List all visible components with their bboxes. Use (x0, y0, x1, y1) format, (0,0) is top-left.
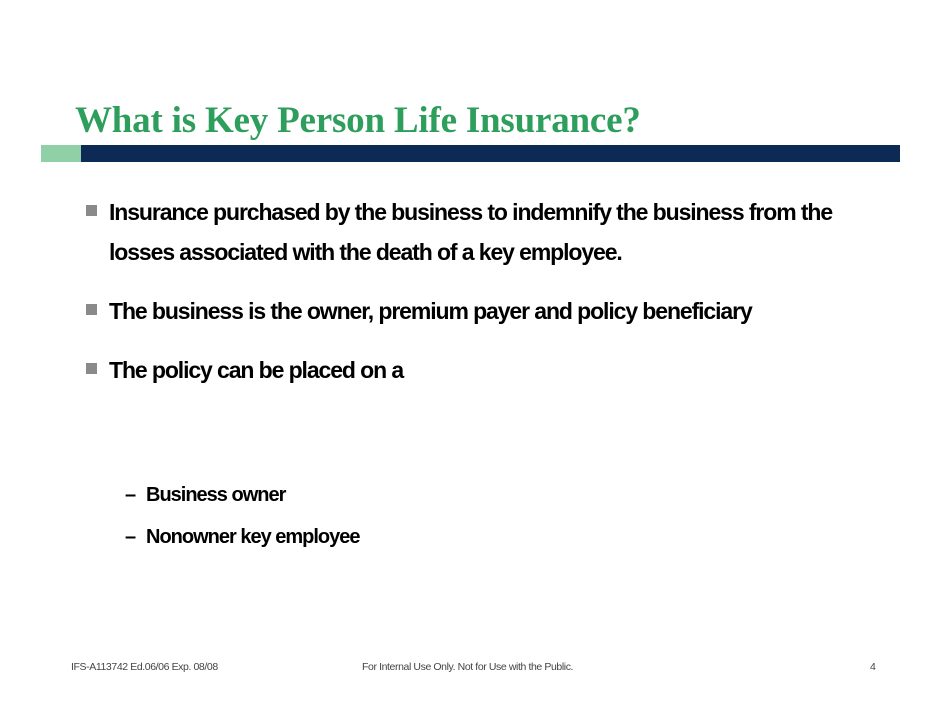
title-rule-bar (81, 145, 900, 162)
sub-bullet-item (125, 474, 360, 516)
title-rule-accent (41, 145, 81, 162)
square-bullet-icon (86, 304, 97, 315)
square-bullet-icon (86, 363, 97, 374)
bullet-text: The policy can be placed on a (109, 357, 404, 383)
slide-title: What is Key Person Life Insurance? (75, 100, 641, 141)
dash-bullet-icon: – (125, 526, 136, 548)
sub-bullet-list (125, 474, 360, 558)
bullet-text: The business is the owner, premium payer and policy beneficiary (109, 298, 752, 324)
bullet-item (86, 192, 866, 272)
square-bullet-icon (86, 205, 97, 216)
bullet-item (86, 350, 866, 390)
page-number: 4 (870, 661, 876, 673)
dash-bullet-icon: – (125, 484, 136, 506)
bullet-item (86, 291, 866, 331)
bullet-list (86, 192, 866, 409)
bullet-text: Insurance purchased by the business to indemnify the business from the losses associated with the death of a key employee. (109, 199, 833, 265)
footer-disclaimer: For Internal Use Only. Not for Use with the Public. (362, 661, 574, 673)
sub-bullet-text: Business owner (146, 484, 286, 506)
sub-bullet-item (125, 516, 360, 558)
footer-form-id: IFS-A113742 Ed.06/06 Exp. 08/08 (71, 661, 218, 673)
sub-bullet-text: Nonowner key employee (146, 526, 360, 548)
